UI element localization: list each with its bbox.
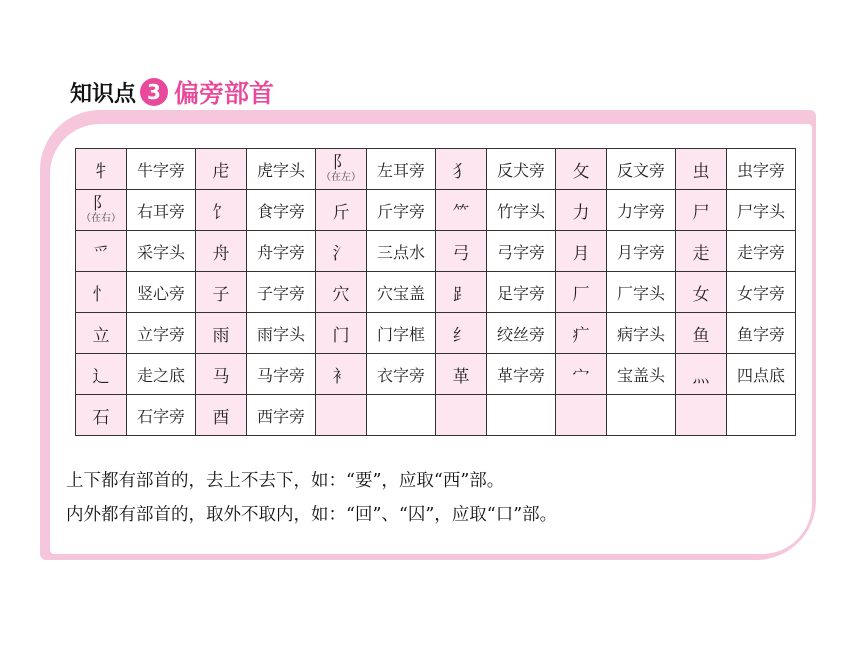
radical-name-cell: 舟字旁 — [247, 231, 316, 272]
radical-cell — [556, 190, 607, 231]
radical-cell — [196, 395, 247, 436]
radical-glyph: 宀 — [572, 366, 590, 387]
radical-name-cell: 病字头 — [607, 313, 676, 354]
radical-cell — [436, 272, 487, 313]
table-row — [76, 313, 796, 354]
radical-name-cell — [487, 395, 556, 436]
section-heading — [70, 72, 274, 112]
radical-glyph: 雨 — [212, 325, 230, 346]
radical-glyph: 疒 — [572, 325, 590, 346]
radical-glyph: 衤 — [332, 366, 350, 387]
radical-name-cell: 衣字旁 — [367, 354, 436, 395]
radical-glyph: 厂 — [572, 284, 590, 305]
radical-glyph: 饣 — [212, 202, 230, 223]
radical-glyph: 斤 — [332, 202, 350, 223]
radical-cell — [436, 395, 487, 436]
radical-name-cell: 足字旁 — [487, 272, 556, 313]
section-number-badge: 3 — [140, 78, 168, 106]
radical-glyph: ⻊ — [452, 284, 470, 305]
radical-glyph: 革 — [452, 366, 470, 387]
radical-glyph: 尸 — [692, 202, 710, 223]
radical-name-cell: 斤字旁 — [367, 190, 436, 231]
radical-name-cell: 鱼字旁 — [727, 313, 796, 354]
radical-name-cell: 宝盖头 — [607, 354, 676, 395]
radical-cell — [676, 149, 727, 190]
radical-glyph: ⺮ — [452, 202, 470, 223]
radical-cell — [316, 313, 367, 354]
radical-name-cell: 马字旁 — [247, 354, 316, 395]
radical-cell — [436, 231, 487, 272]
radical-position-note: （在左） — [321, 171, 361, 183]
table-row — [76, 354, 796, 395]
radical-cell — [316, 231, 367, 272]
radical-cell — [676, 190, 727, 231]
radical-name-cell: 绞丝旁 — [487, 313, 556, 354]
radical-cell — [556, 395, 607, 436]
radical-glyph: 女 — [692, 284, 710, 305]
table-row — [76, 190, 796, 231]
radical-cell — [556, 354, 607, 395]
table-row — [76, 395, 796, 436]
radical-name-cell: 穴宝盖 — [367, 272, 436, 313]
radical-name-cell: 子字旁 — [247, 272, 316, 313]
radical-glyph: 穴 — [332, 284, 350, 305]
radical-glyph: 鱼 — [692, 325, 710, 346]
radical-name-cell: 采字头 — [127, 231, 196, 272]
radical-name-cell: 右耳旁 — [127, 190, 196, 231]
radical-glyph: 月 — [572, 243, 590, 264]
radical-glyph: 灬 — [692, 366, 710, 387]
rule-line-1: 上下都有部首的，去上不去下，如：“要”，应取“西”部。 — [66, 471, 505, 491]
heading-topic: 偏旁部首 — [174, 79, 275, 108]
radical-glyph: 舟 — [212, 243, 230, 264]
radical-glyph: 氵 — [332, 243, 350, 264]
radical-cell — [76, 395, 127, 436]
radical-glyph: 虫 — [692, 161, 710, 182]
radical-name-cell: 弓字旁 — [487, 231, 556, 272]
radical-glyph: 忄 — [92, 284, 110, 305]
radical-glyph: 走 — [692, 243, 710, 264]
radical-cell — [676, 354, 727, 395]
radical-glyph: 虍 — [212, 161, 230, 182]
table-row — [76, 149, 796, 190]
radical-name-cell: 尸字头 — [727, 190, 796, 231]
radical-glyph: 弓 — [452, 243, 470, 264]
radical-glyph: 酉 — [212, 407, 230, 428]
radical-glyph: 马 — [212, 366, 230, 387]
radical-cell — [316, 395, 367, 436]
radical-name-cell: 反文旁 — [607, 149, 676, 190]
radical-name-cell: 竹字头 — [487, 190, 556, 231]
radical-name-cell: 食字旁 — [247, 190, 316, 231]
radical-name-cell: 厂字头 — [607, 272, 676, 313]
radical-cell — [196, 231, 247, 272]
radical-cell — [436, 354, 487, 395]
radical-cell — [196, 354, 247, 395]
table-row — [76, 272, 796, 313]
radical-cell — [556, 231, 607, 272]
radical-cell — [76, 272, 127, 313]
radical-glyph: 阝 — [92, 193, 110, 214]
radical-cell — [316, 190, 367, 231]
radical-glyph: 辶 — [92, 366, 110, 387]
radical-name-cell: 西字旁 — [247, 395, 316, 436]
radical-name-cell: 走字旁 — [727, 231, 796, 272]
radical-name-cell: 虎字头 — [247, 149, 316, 190]
radical-cell — [196, 272, 247, 313]
radical-cell — [316, 354, 367, 395]
radical-glyph: 犭 — [452, 161, 470, 182]
radical-name-cell: 左耳旁 — [367, 149, 436, 190]
radical-name-cell: 门字框 — [367, 313, 436, 354]
radicals-table — [75, 148, 796, 436]
radical-glyph: 石 — [92, 407, 110, 428]
radical-cell — [556, 313, 607, 354]
rules-notes — [66, 464, 557, 532]
radical-name-cell: 牛字旁 — [127, 149, 196, 190]
radical-cell — [76, 313, 127, 354]
radical-cell — [196, 190, 247, 231]
radical-glyph: 力 — [572, 202, 590, 223]
radical-glyph: 纟 — [452, 325, 470, 346]
radical-name-cell: 雨字头 — [247, 313, 316, 354]
radical-name-cell: 石字旁 — [127, 395, 196, 436]
radical-glyph: 门 — [332, 325, 350, 346]
radical-cell — [676, 313, 727, 354]
radical-cell — [316, 272, 367, 313]
radical-cell — [76, 190, 127, 231]
radical-cell — [196, 149, 247, 190]
radical-cell — [316, 149, 367, 190]
radical-name-cell — [727, 395, 796, 436]
radical-name-cell: 月字旁 — [607, 231, 676, 272]
radical-name-cell: 三点水 — [367, 231, 436, 272]
radical-name-cell: 走之底 — [127, 354, 196, 395]
radical-glyph: 爫 — [92, 243, 110, 264]
radical-name-cell — [607, 395, 676, 436]
radical-cell — [436, 190, 487, 231]
radical-glyph: 立 — [92, 325, 110, 346]
radical-cell — [196, 313, 247, 354]
radical-cell — [556, 272, 607, 313]
radical-glyph: 牜 — [92, 161, 110, 182]
rule-line-2: 内外都有部首的，取外不取内，如：“回”、“囚”，应取“口”部。 — [66, 505, 558, 525]
radical-cell — [676, 272, 727, 313]
radical-glyph: 攵 — [572, 161, 590, 182]
radical-name-cell: 女字旁 — [727, 272, 796, 313]
radical-name-cell: 立字旁 — [127, 313, 196, 354]
radical-cell — [556, 149, 607, 190]
radical-cell — [76, 354, 127, 395]
radical-cell — [436, 149, 487, 190]
radical-name-cell: 竖心旁 — [127, 272, 196, 313]
radical-cell — [676, 231, 727, 272]
radical-name-cell: 力字旁 — [607, 190, 676, 231]
radical-glyph: 阝 — [332, 152, 350, 173]
radical-cell — [76, 149, 127, 190]
table-row — [76, 231, 796, 272]
radical-name-cell: 反犬旁 — [487, 149, 556, 190]
radical-cell — [436, 313, 487, 354]
radical-position-note: （在右） — [81, 212, 121, 224]
radical-name-cell: 四点底 — [727, 354, 796, 395]
heading-label: 知识点 — [70, 81, 137, 107]
radical-name-cell: 革字旁 — [487, 354, 556, 395]
radical-cell — [676, 395, 727, 436]
radical-name-cell: 虫字旁 — [727, 149, 796, 190]
radical-cell — [76, 231, 127, 272]
radical-name-cell — [367, 395, 436, 436]
radical-glyph: 子 — [212, 284, 230, 305]
